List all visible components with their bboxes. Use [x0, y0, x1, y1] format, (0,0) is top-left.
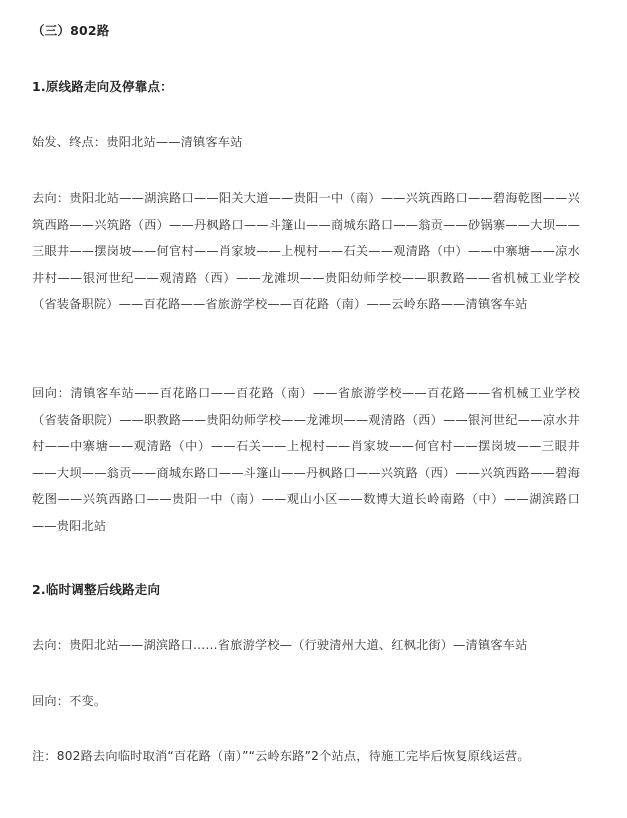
original-return-route: 回向：清镇客车站——百花路口——百花路（南）——省旅游学校——百花路——省机械工业学校（省装备职院）——职教路——贵阳幼师学校——龙滩坝——观清路（西）——银河世纪——凉水井村——中寨塘——观清路（中）——石关——上枧村——肖家坡——何官村——摆岗坡——三眼井——大坝——翁贡——商城东路口——斗篷山——丹枫路口——兴筑路（西）——兴筑西路——碧海乾图——兴筑西路口——贵阳一中（南）——观山小区——数博大道长岭南路（中）——湖滨路口——贵阳北站 [32, 386, 580, 533]
original-route-heading: 1.原线路走向及停靠点： [32, 79, 173, 94]
adjusted-return-route: 回向：不变。 [32, 694, 107, 708]
original-outbound-route: 去向：贵阳北站——湖滨路口——阳关大道——贵阳一中（南）——兴筑西路口——碧海乾图——兴筑西路——兴筑路（西）——丹枫路口——斗篷山——商城东路口——翁贡——砂锅寨——大坝——三眼井——摆岗坡——何官村——肖家坡——上枧村——石关——观清路（中）——中寨塘——凉水井村——银河世纪——观清路（西）——龙滩坝——贵阳幼师学校——职教路——省机械工业学校（省装备职院）——百花路——省旅游学校——百花路（南）——云岭东路——清镇客车站 [32, 191, 580, 311]
adjusted-route-heading: 2.临时调整后线路走向 [32, 582, 161, 597]
section-title: （三）802路 [32, 23, 110, 38]
route-endpoints: 始发、终点：贵阳北站——清镇客车站 [32, 135, 243, 149]
adjusted-outbound-route: 去向：贵阳北站——湖滨路口……省旅游学校—（行驶清州大道、红枫北街）—清镇客车站 [32, 638, 528, 652]
note-paragraph: 注：802路去向临时取消“百花路（南）”“云岭东路”2个站点，待施工完毕后恢复原线运营。 [32, 749, 530, 763]
